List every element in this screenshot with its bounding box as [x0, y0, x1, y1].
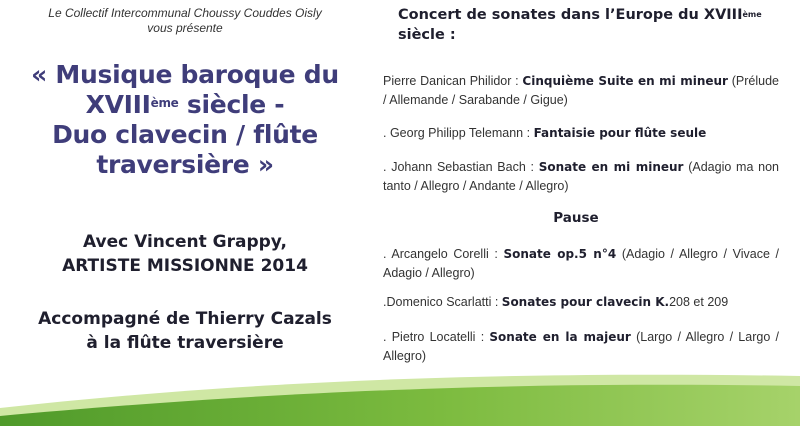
- composer: . Georg Philipp Telemann :: [383, 126, 534, 140]
- presenter-line-1: Le Collectif Intercommunal Choussy Couddes Oisly: [48, 6, 322, 20]
- composer: . Arcangelo Corelli :: [383, 247, 504, 261]
- concert-heading-end: siècle :: [398, 27, 456, 43]
- artist-line-2: ARTISTE MISSIONNE 2014: [62, 256, 308, 276]
- program-entry: [383, 124, 779, 143]
- title-line-2-end: siècle -: [178, 90, 285, 119]
- title-line-3: Duo clavecin / flûte: [52, 120, 318, 149]
- presenter-line-2: vous présente: [147, 21, 223, 35]
- title-line-2: [0, 90, 370, 120]
- work-title: Sonate op.5 n°4: [503, 247, 617, 261]
- accomp-line-2: à la flûte traversière: [86, 333, 284, 353]
- work-title: Sonate en mi mineur: [538, 160, 684, 174]
- program-entry: [383, 293, 779, 312]
- artist-block: [0, 230, 370, 278]
- composer: Pierre Danican Philidor :: [383, 74, 523, 88]
- pause-label: Pause: [553, 210, 599, 226]
- presenter-text: [0, 6, 370, 36]
- work-details: (Adagio ma non tanto / Allegro / Andante / Allegro): [383, 160, 779, 193]
- work-title: Sonate en la majeur: [489, 330, 631, 344]
- work-details: (Prélude / Allemande / Sarabande / Gigue): [383, 74, 779, 107]
- work-details: (Adagio / Allegro / Vivace / Adagio / Allegro): [383, 247, 779, 280]
- composer: . Johann Sebastian Bach :: [383, 160, 539, 174]
- title-superscript: ème: [150, 96, 179, 110]
- program-entry: [383, 245, 779, 283]
- work-title: Cinquième Suite en mi mineur: [522, 74, 728, 88]
- concert-heading: [398, 5, 778, 45]
- program-entry: [383, 158, 779, 196]
- program-entry: [383, 72, 779, 110]
- title-line-1: « Musique baroque du: [31, 60, 339, 89]
- composer: . Pietro Locatelli :: [383, 330, 490, 344]
- work-title: Fantaisie pour flûte seule: [533, 126, 707, 140]
- title-line-4: traversière »: [96, 150, 274, 179]
- artist-line-1: Avec Vincent Grappy,: [82, 232, 288, 252]
- work-title: Sonates pour clavecin K.: [501, 295, 670, 309]
- work-details: 208 et 209: [669, 295, 729, 309]
- concert-heading-text: Concert de sonates dans l’Europe du XVIII: [398, 7, 743, 23]
- composer: .Domenico Scarlatti :: [383, 295, 502, 309]
- green-wave-decoration: [0, 346, 800, 426]
- title-century: XVIII: [85, 90, 151, 119]
- main-title: [0, 60, 370, 180]
- accomp-line-1: Accompagné de Thierry Cazals: [38, 309, 332, 329]
- work-details: (Largo / Allegro / Largo / Allegro): [383, 330, 779, 363]
- concert-superscript: ème: [742, 10, 762, 19]
